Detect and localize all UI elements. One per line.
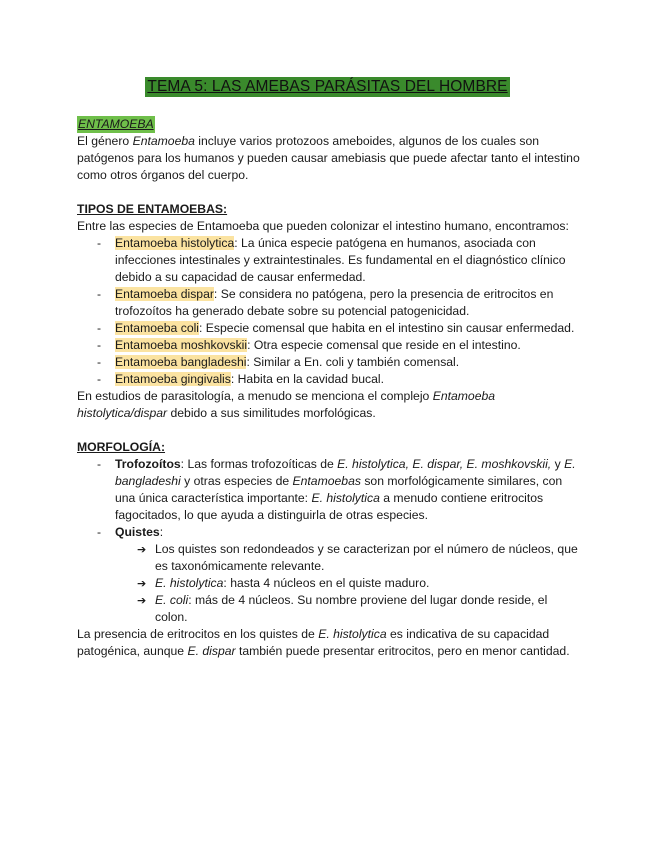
italic-run: E. coli <box>155 593 189 607</box>
quistes-subitem-text <box>155 542 578 573</box>
italic-run: Entamoebas <box>292 474 361 488</box>
arrow-right-icon: ➔ <box>137 594 147 607</box>
species-item <box>77 320 582 337</box>
text-run: La presencia de eritrocitos en los quistes de <box>77 627 319 641</box>
species-item <box>77 235 582 286</box>
text-run: es indicativa de su capacidad patogénica, aunque <box>77 627 550 658</box>
text-run: y <box>551 457 565 471</box>
species-desc: : La única especie patógena en humanos, asociada con infecciones intestinales y extraintestinales. Es fundamental en el diagnóstico clínico debido a su capacidad de causar enfermedad. <box>115 236 566 284</box>
species-name: Entamoeba bangladeshi <box>115 355 247 369</box>
morfologia-conclusion <box>77 626 582 660</box>
entamoeba-intro <box>77 133 582 184</box>
quistes-sublist <box>77 541 582 626</box>
entamoeba-label: ENTAMOEBA <box>78 117 154 131</box>
spacer <box>77 184 582 201</box>
species-desc: : Especie comensal que habita en el intestino sin causar enfermedad. <box>199 321 575 335</box>
species-item <box>77 371 582 388</box>
tipos-outro <box>77 388 582 422</box>
tipos-intro: Entre las especies de Entamoeba que pueden colonizar el intestino humano, encontramos: <box>77 219 569 233</box>
species-name: Entamoeba gingivalis <box>115 372 231 386</box>
species-desc: : Habita en la cavidad bucal. <box>230 372 384 386</box>
text-run: debido a sus similitudes morfológicas. <box>167 406 376 420</box>
quistes-colon: : <box>159 525 164 539</box>
morphology-list <box>77 456 582 541</box>
italic-run: E. histolytica <box>311 491 380 505</box>
bold-run: Trofozoítos <box>115 457 181 471</box>
quistes-subitem-text <box>155 576 429 590</box>
species-desc: : Se considera no patógena, pero la presencia de eritrocitos en trofozoítos ha generado debate sobre su potencial patogenicidad. <box>115 287 554 318</box>
page-title: TEMA 5: LAS AMEBAS PARÁSITAS DEL HOMBRE <box>147 78 508 95</box>
text-run: El género <box>77 134 133 148</box>
arrow-right-icon: ➔ <box>137 577 147 590</box>
text-run: En estudios de parasitología, a menudo se menciona el complejo <box>77 389 433 403</box>
italic-run: E. histolytica <box>318 627 387 641</box>
species-name: Entamoeba moshkovskii <box>115 338 248 352</box>
species-item <box>77 337 582 354</box>
quistes-label: Quistes <box>115 525 160 539</box>
species-item <box>77 286 582 320</box>
quistes-subitem-text <box>155 593 547 624</box>
species-name: Entamoeba dispar <box>115 287 214 301</box>
species-desc: : Similar a En. coli y también comensal. <box>246 355 460 369</box>
arrow-right-icon: ➔ <box>137 543 147 556</box>
species-list <box>77 235 582 388</box>
quistes-subitem <box>77 541 582 575</box>
italic-run: E. histolytica <box>155 576 224 590</box>
quistes-subitem <box>77 592 582 626</box>
quistes-item <box>77 524 582 541</box>
quistes-subitem <box>77 575 582 592</box>
section-entamoeba-label <box>77 116 582 133</box>
document-body <box>77 116 582 660</box>
trofozoitos-item <box>77 456 582 524</box>
italic-run: Entamoeba <box>132 134 195 148</box>
italic-run: E. dispar <box>187 644 236 658</box>
italic-run: E. bangladeshi <box>115 457 576 488</box>
morfologia-heading: MORFOLOGÍA: <box>77 440 166 454</box>
italic-run: E. histolytica, E. dispar, E. moshkovskii, <box>337 457 552 471</box>
spacer <box>77 422 582 439</box>
species-name: Entamoeba coli <box>115 321 200 335</box>
title-wrap <box>0 77 655 97</box>
text-run: : más de 4 núcleos. Su nombre proviene del lugar donde reside, el colon. <box>155 593 548 624</box>
text-run: : Las formas trofozoíticas de <box>180 457 338 471</box>
text-run: y otras especies de <box>180 474 293 488</box>
text-run: también puede presentar eritrocitos, pero en menor cantidad. <box>235 644 570 658</box>
species-item <box>77 354 582 371</box>
tipos-heading: TIPOS DE ENTAMOEBAS: <box>77 202 228 216</box>
text-run: incluye varios protozoos ameboides, algunos de los cuales son patógenos para los humanos y pueden causar amebiasis que puede afectar tanto el intestino como otros órganos del cuerpo. <box>77 134 580 182</box>
text-run: Los quistes son redondeados y se caracterizan por el número de núcleos, que es taxonómicamente relevante. <box>155 542 578 573</box>
species-desc: : Otra especie comensal que reside en el intestino. <box>247 338 521 352</box>
species-name: Entamoeba histolytica <box>115 236 235 250</box>
text-run: : hasta 4 núcleos en el quiste maduro. <box>223 576 430 590</box>
text-run: a menudo contiene eritrocitos fagocitados, lo que ayuda a distinguirla de otras especies. <box>115 491 544 522</box>
text-run: son morfológicamente similares, con una única característica importante: <box>115 474 563 505</box>
italic-run: Entamoeba histolytica/dispar <box>77 389 496 420</box>
